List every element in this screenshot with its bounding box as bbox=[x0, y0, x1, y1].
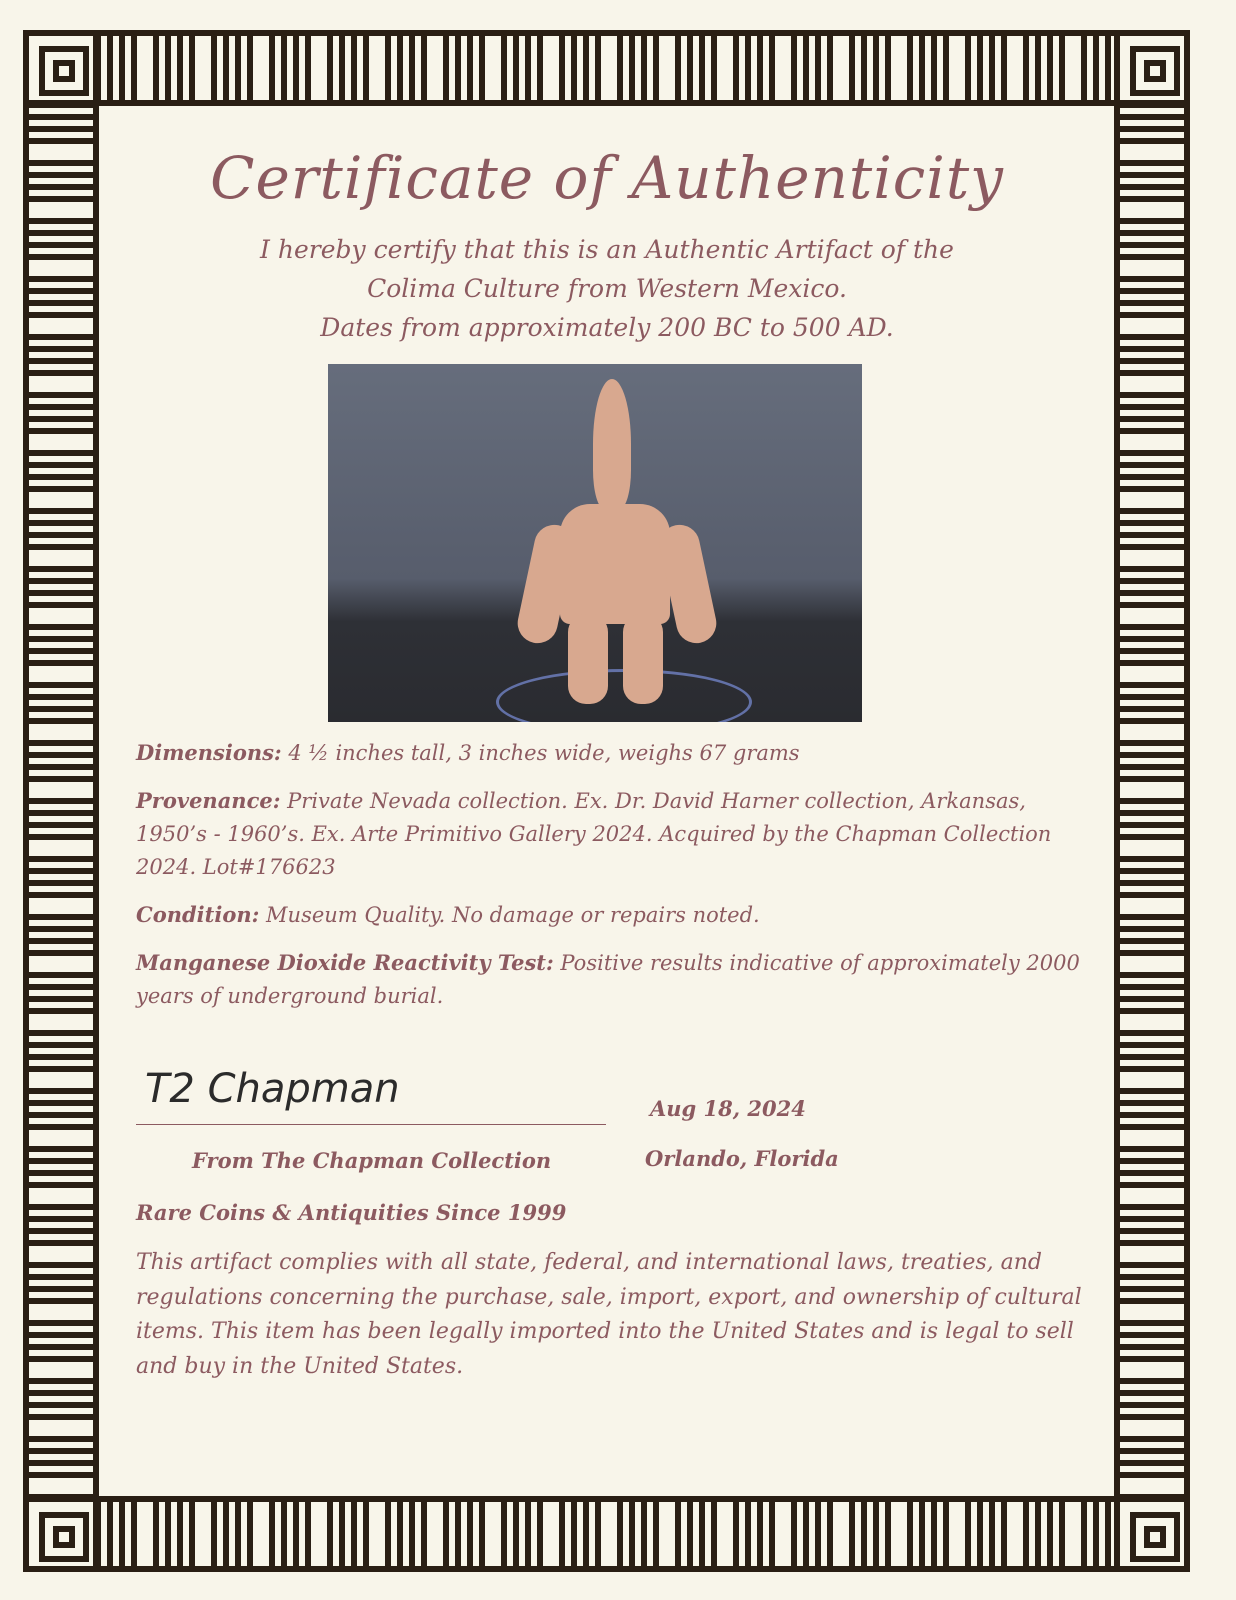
artifact-details bbox=[136, 736, 1086, 1027]
figure-head bbox=[593, 379, 631, 509]
figure-leg-left bbox=[568, 614, 608, 704]
figure-torso bbox=[560, 504, 670, 624]
provenance-row: Provenance: Private Nevada collection. Ex. Dr. David Harner collection, Arkansas, 1950’s - 1960’s. Ex. Arte Primitivo Gallery 2024. Acquired by the Chapman Collection 2024. Lot#176623 bbox=[136, 788, 1052, 879]
legal-statement: This artifact complies with all state, federal, and international laws, treaties, and regulations concerning the purchase, sale, import, export, and ownership of cultural items. This item has been legally imported into the United States and is legal to sell and buy in the United States. bbox=[136, 1250, 1082, 1379]
border-right bbox=[1114, 36, 1184, 1566]
figure-leg-right bbox=[623, 614, 663, 704]
signature: T2 Chapman bbox=[145, 1066, 400, 1112]
corner-square-icon bbox=[29, 36, 99, 106]
border-left bbox=[29, 36, 99, 1566]
artifact-photo bbox=[328, 364, 862, 722]
condition-row: Condition: Museum Quality. No damage or repairs noted. bbox=[136, 902, 760, 927]
intro-line: I hereby certify that this is an Authentic Artifact of the bbox=[260, 235, 954, 264]
issuer-location: Orlando, Florida bbox=[645, 1146, 839, 1171]
issuer-name: From The Chapman Collection bbox=[192, 1148, 552, 1173]
issuer-tagline: Rare Coins & Antiquities Since 1999 bbox=[136, 1200, 567, 1225]
signature-line bbox=[136, 1124, 606, 1125]
certificate-date: Aug 18, 2024 bbox=[650, 1096, 806, 1121]
intro-line: Colima Culture from Western Mexico. bbox=[367, 274, 847, 303]
certificate-title: Certificate of Authenticity bbox=[210, 144, 1004, 212]
border-top bbox=[29, 36, 1184, 106]
corner-square-icon bbox=[29, 1496, 99, 1566]
certificate-intro bbox=[100, 230, 1114, 347]
border-bottom bbox=[29, 1496, 1184, 1566]
corner-square-icon bbox=[1114, 36, 1184, 106]
intro-line: Dates from approximately 200 BC to 500 AD. bbox=[320, 313, 894, 342]
corner-square-icon bbox=[1114, 1496, 1184, 1566]
test-row: Manganese Dioxide Reactivity Test: Positive results indicative of approximately 2000 years of underground burial. bbox=[136, 950, 1080, 1008]
certificate-body bbox=[100, 106, 1114, 1496]
dimensions-row: Dimensions: 4 ½ inches tall, 3 inches wide, weighs 67 grams bbox=[136, 740, 800, 765]
